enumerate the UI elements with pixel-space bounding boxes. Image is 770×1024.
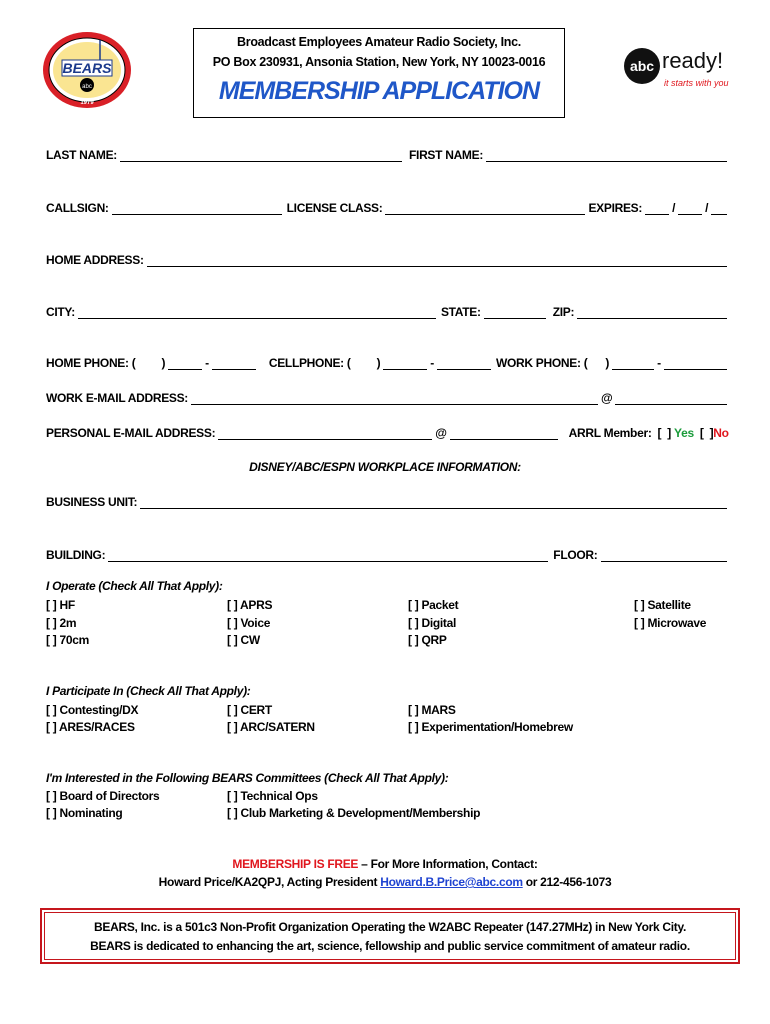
contact-phone: or 212-456-1073 <box>522 875 612 889</box>
first-name-field[interactable] <box>486 150 727 162</box>
operate-option-satellite[interactable]: [ ] Satellite <box>634 598 691 612</box>
org-address: PO Box 230931, Ansonia Station, New York, NY 10023-0016 <box>212 55 546 69</box>
home-address-row <box>46 251 730 267</box>
name-row <box>46 146 730 162</box>
svg-text:abc: abc <box>82 84 92 90</box>
operate-option-cw[interactable]: [ ] CW <box>227 633 260 647</box>
committee-option-board[interactable]: [ ] Board of Directors <box>46 789 160 803</box>
bears-logo-text: BEARS <box>62 60 112 76</box>
cellphone-prefix-field[interactable] <box>383 358 427 370</box>
operate-option-70cm[interactable]: [ ] 70cm <box>46 633 89 647</box>
participate-option-mars[interactable]: [ ] MARS <box>408 703 456 717</box>
expires-label: EXPIRES: <box>588 201 643 215</box>
committees-section-title: I'm Interested in the Following BEARS Committees (Check All That Apply): <box>46 771 449 785</box>
contact-email-link[interactable]: Howard.B.Price@abc.com <box>380 875 523 889</box>
arrl-no-checkbox[interactable]: [ ] <box>699 426 714 440</box>
city-row <box>46 303 730 319</box>
membership-note <box>0 857 770 871</box>
participate-section-title: I Participate In (Check All That Apply): <box>46 684 251 698</box>
work-email-at: @ <box>601 391 613 405</box>
city-field[interactable] <box>78 307 436 319</box>
work-email-user-field[interactable] <box>191 393 598 405</box>
participate-col-2 <box>227 702 315 736</box>
participate-col-1 <box>46 702 138 736</box>
operate-option-voice[interactable]: [ ] Voice <box>227 615 271 630</box>
operate-option-hf[interactable]: [ ] HF <box>46 598 75 612</box>
personal-email-at: @ <box>435 426 447 440</box>
cellphone-label: CELLPHONE: ( <box>268 356 351 370</box>
personal-email-user-field[interactable] <box>218 428 432 440</box>
operate-option-microwave[interactable]: [ ] Microwave <box>634 615 707 630</box>
callsign-field[interactable] <box>112 203 282 215</box>
abc-ready-text: ready! <box>662 48 724 73</box>
arrl-label: ARRL Member: <box>568 426 652 440</box>
expires-year-field[interactable] <box>711 203 727 215</box>
operate-option-aprs[interactable]: [ ] APRS <box>227 598 273 612</box>
license-row: CALLSIGN: LICENSE CLASS: EXPIRES: / / <box>46 199 730 215</box>
participate-option-arc[interactable]: [ ] ARC/SATERN <box>227 720 315 734</box>
home-phone-label: HOME PHONE: ( <box>46 356 136 370</box>
arrl-yes-checkbox[interactable]: [ ] <box>657 426 675 440</box>
zip-label: ZIP: <box>552 305 575 319</box>
city-label: CITY: <box>46 305 75 319</box>
state-label: STATE: <box>440 305 481 319</box>
footer-line-1: BEARS, Inc. is a 501c3 Non-Profit Organization Operating the W2ABC Repeater (147.27MHz) in New York City. <box>94 920 686 934</box>
license-class-field[interactable] <box>385 203 585 215</box>
operate-col-3 <box>408 597 458 650</box>
personal-email-domain-field[interactable] <box>450 428 558 440</box>
operate-option-digital[interactable]: [ ] Digital <box>408 615 457 630</box>
zip-field[interactable] <box>577 307 727 319</box>
participate-option-contesting[interactable]: [ ] Contesting/DX <box>46 703 139 717</box>
personal-email-row <box>46 424 730 440</box>
callsign-label: CALLSIGN: <box>46 201 109 215</box>
floor-label: FLOOR: <box>553 548 598 562</box>
state-field[interactable] <box>484 307 546 319</box>
page-title: MEMBERSHIP APPLICATION <box>218 77 540 105</box>
header-box <box>193 28 565 118</box>
more-info-text: – For More Information, Contact: <box>358 857 538 871</box>
org-name: Broadcast Employees Amateur Radio Society, Inc. <box>237 35 521 49</box>
building-field[interactable] <box>108 550 548 562</box>
operate-col-1 <box>46 597 89 650</box>
arrl-no-label: No <box>713 426 729 440</box>
work-phone-number-field[interactable] <box>664 358 727 370</box>
expires-day-field[interactable] <box>678 203 702 215</box>
committee-option-nominating[interactable]: [ ] Nominating <box>46 806 123 820</box>
participate-option-homebrew[interactable]: [ ] Experimentation/Homebrew <box>408 720 573 734</box>
operate-col-4 <box>634 597 706 632</box>
participate-option-ares[interactable]: [ ] ARES/RACES <box>46 720 135 734</box>
work-phone-prefix-field[interactable] <box>612 358 654 370</box>
footer-line-2: BEARS is dedicated to enhancing the art, science, fellowship and public service commitment of amateur radio. <box>90 939 690 953</box>
participate-option-cert[interactable]: [ ] CERT <box>227 703 272 717</box>
workplace-heading: DISNEY/ABC/ESPN WORKPLACE INFORMATION: <box>249 460 521 474</box>
building-label: BUILDING: <box>46 548 106 562</box>
business-unit-label: BUSINESS UNIT: <box>46 495 138 509</box>
committee-option-technical-ops[interactable]: [ ] Technical Ops <box>227 789 318 803</box>
cellphone-number-field[interactable] <box>437 358 491 370</box>
contact-line <box>0 875 770 889</box>
phone-row: HOME PHONE: ( ) - CELLPHONE: ( ) - WORK PHONE: ( ) - <box>46 354 730 370</box>
abc-tagline: it starts with you <box>664 78 729 88</box>
arrl-yes-label: Yes <box>674 426 694 440</box>
committees-col-1 <box>46 788 159 822</box>
committee-option-marketing[interactable]: [ ] Club Marketing & Development/Membership <box>227 806 481 820</box>
home-address-label: HOME ADDRESS: <box>46 253 144 267</box>
participate-col-3 <box>408 702 573 736</box>
bears-logo <box>40 30 134 110</box>
home-phone-number-field[interactable] <box>212 358 256 370</box>
last-name-field[interactable] <box>120 150 402 162</box>
work-email-row <box>46 389 730 405</box>
footer-box <box>40 908 740 964</box>
last-name-label: LAST NAME: <box>46 148 117 162</box>
personal-email-label: PERSONAL E-MAIL ADDRESS: <box>46 426 216 440</box>
operate-option-packet[interactable]: [ ] Packet <box>408 598 459 612</box>
license-class-label: LICENSE CLASS: <box>286 201 383 215</box>
operate-option-2m[interactable]: [ ] 2m <box>46 615 77 630</box>
home-address-field[interactable] <box>147 255 727 267</box>
building-row <box>46 546 730 562</box>
home-phone-prefix-field[interactable] <box>168 358 202 370</box>
committees-col-2 <box>227 788 480 822</box>
expires-month-field[interactable] <box>645 203 669 215</box>
abc-ready-logo <box>622 46 734 96</box>
work-phone-label: WORK PHONE: ( <box>495 356 588 370</box>
business-unit-row <box>46 493 730 509</box>
work-email-domain-field[interactable] <box>615 393 727 405</box>
work-email-label: WORK E-MAIL ADDRESS: <box>46 391 188 405</box>
first-name-label: FIRST NAME: <box>409 148 484 162</box>
operate-col-2 <box>227 597 272 650</box>
contact-person: Howard Price/KA2QPJ, Acting President <box>158 875 381 889</box>
operate-section-title: I Operate (Check All That Apply): <box>46 579 223 593</box>
abc-badge: abc <box>624 48 660 84</box>
floor-field[interactable] <box>601 550 728 562</box>
membership-free-text: MEMBERSHIP IS FREE <box>232 857 359 871</box>
business-unit-field[interactable] <box>140 497 727 509</box>
svg-text:1979: 1979 <box>80 100 94 106</box>
operate-option-qrp[interactable]: [ ] QRP <box>408 633 447 647</box>
